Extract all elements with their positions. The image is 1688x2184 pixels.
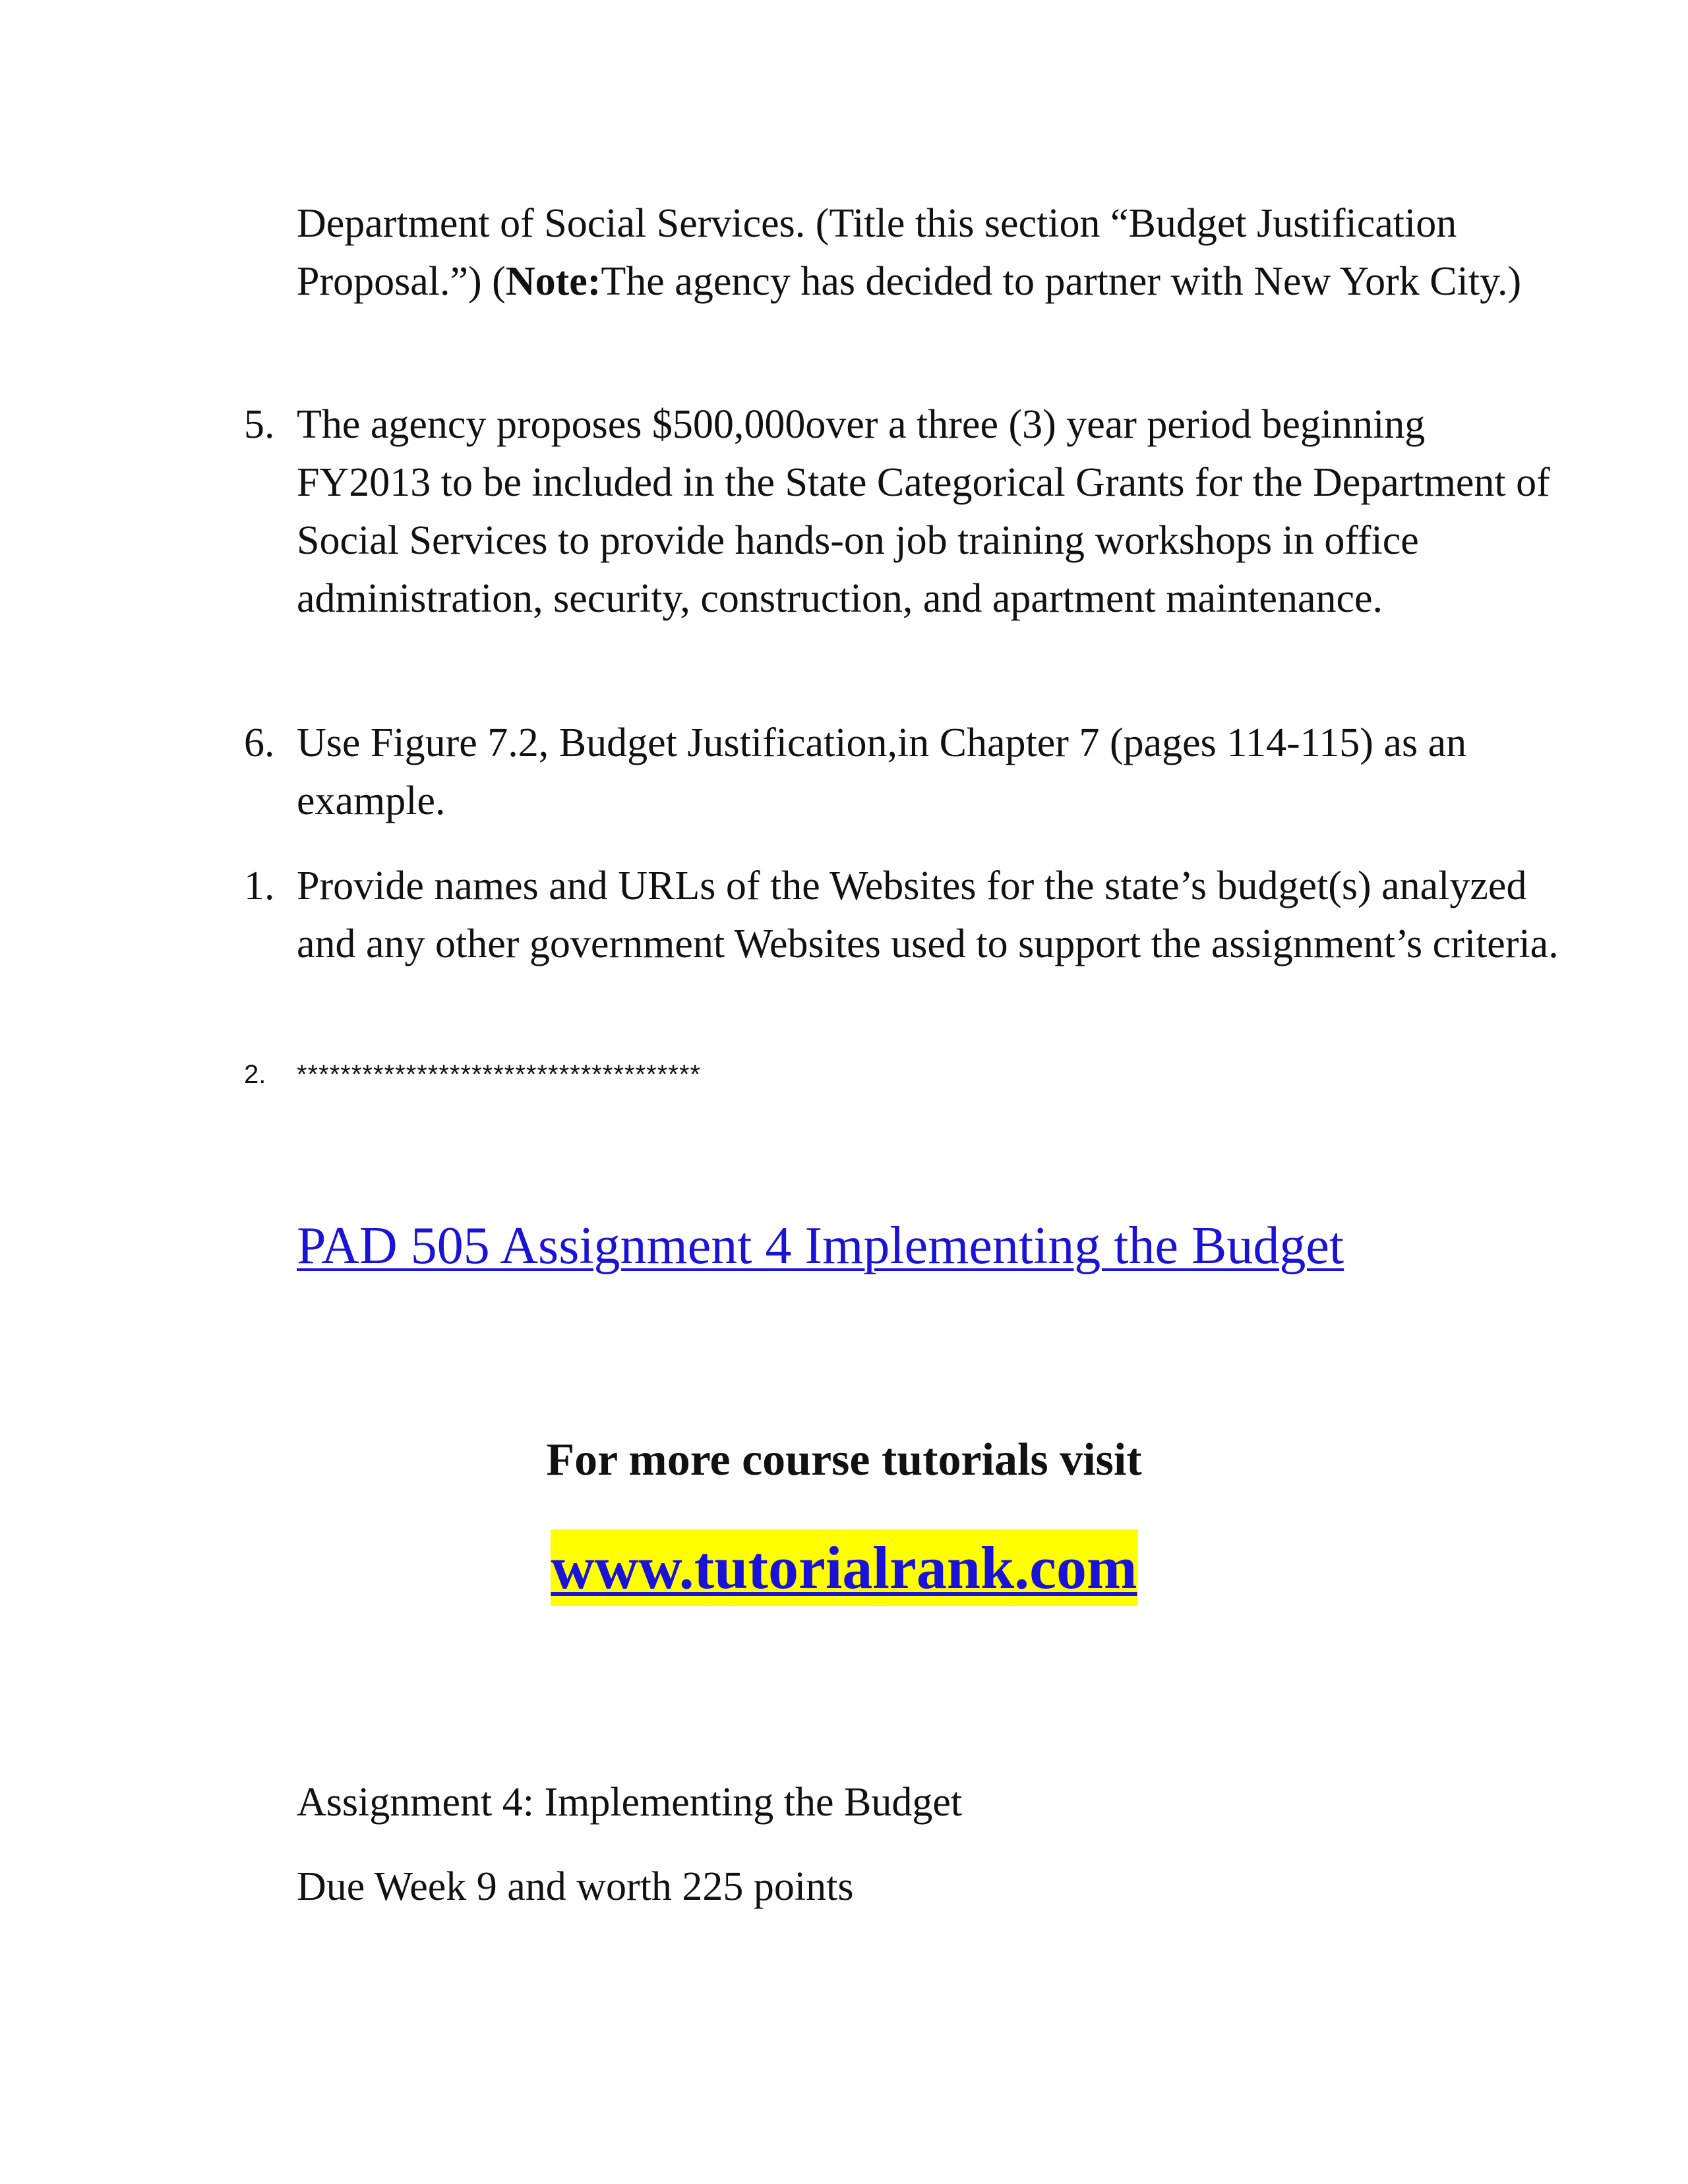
note-label: Note: [505,259,601,304]
assignment-link-title[interactable]: PAD 505 Assignment 4 Implementing the Budget [297,1217,1344,1275]
asterisk-separator: ************************************* [297,1060,701,1089]
list-item-1 [244,857,1563,973]
assignment-title: Assignment 4: Implementing the Budget [297,1780,963,1825]
promo-label: For more course tutorials visit [546,1434,1142,1485]
continuation-paragraph [297,194,1550,310]
continuation-text-before: Department of Social Services. (Title this section “Budget Justification Proposal.”) ( [297,201,1457,304]
list-item-6 [244,714,1563,830]
promo-url-link[interactable]: www.tutorialrank.com [551,1529,1137,1606]
promo-url-container [0,1529,1688,1606]
list-item-text: Use Figure 7.2, Budget Justification,in Chapter 7 (pages 114-115) as an example. [297,721,1467,823]
list-item-text: The agency proposes $500,000over a three (3) year period beginning FY2013 to be included in the State Categorical Grants for the Department of Social Services to provide hands-on job training workshops in office administration, security, construction, and apartment maintenance. [297,402,1550,621]
continuation-text-after: The agency has decided to partner with New York City.) [601,259,1522,304]
list-item-2 [244,1055,1563,1094]
list-item-number: 1. [244,864,275,908]
list-item-number: 2. [244,1060,266,1089]
list-item-5 [244,396,1563,628]
list-item-number: 6. [244,721,275,765]
list-item-number: 5. [244,402,275,447]
assignment-due: Due Week 9 and worth 225 points [297,1864,854,1909]
list-item-text: Provide names and URLs of the Websites for the state’s budget(s) analyzed and any other government Websites used to support the assignment’s criteria. [297,864,1559,966]
